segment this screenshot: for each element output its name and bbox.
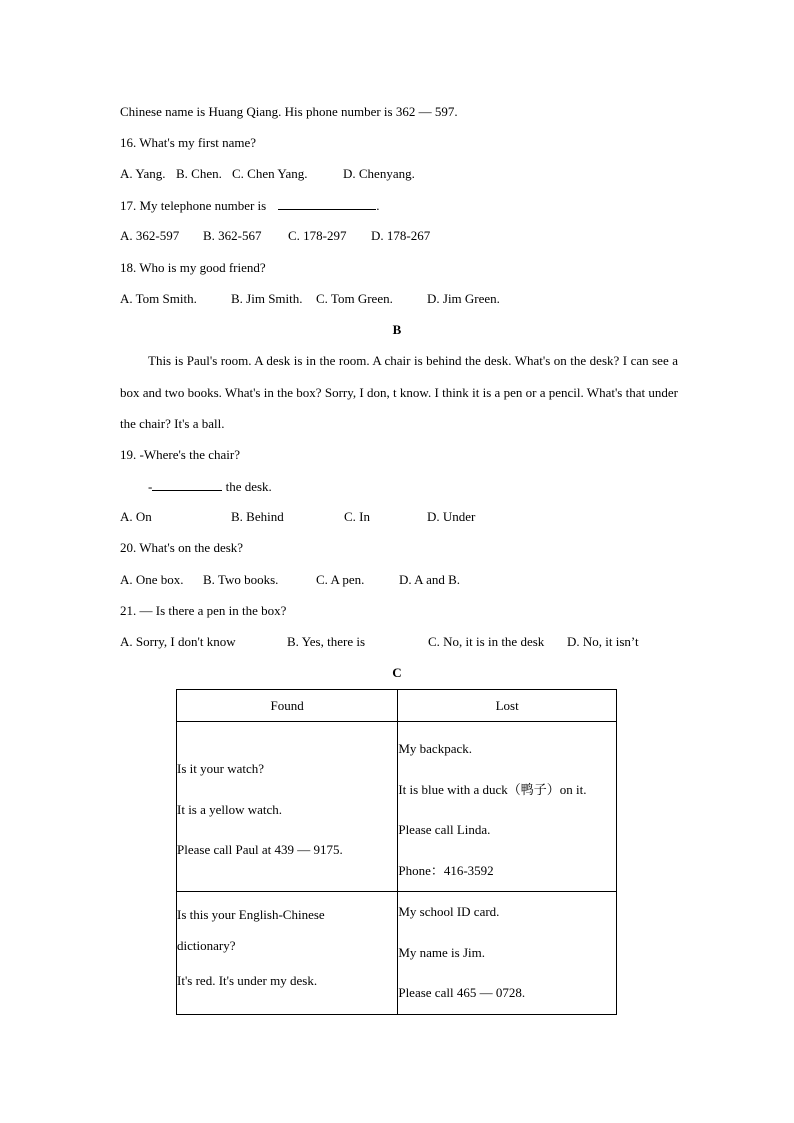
question-21-stem: 21. — Is there a pen in the box? (120, 603, 287, 618)
lost-1-line-2: It is blue with a duck（鸭子）on it. (398, 781, 587, 797)
found-2-line-1: Is this your English-Chinese (177, 907, 325, 922)
q18-option-a[interactable]: A. Tom Smith. (120, 291, 197, 306)
q21-option-b[interactable]: B. Yes, there is (287, 634, 366, 649)
found-1-line-1: Is it your watch? (177, 761, 265, 776)
q20-option-d[interactable]: D. A and B. (399, 572, 461, 587)
section-b-passage: This is Paul's room. A desk is in the room. A chair is behind the desk. What's on the desk? I can see a box and two books. What's in the box? Sorry, I don, t know. I think it is a pen or a pencil. What's that under the chair? It's a ball. (120, 353, 678, 431)
q17-stem-end: . (376, 198, 380, 213)
question-16-stem: 16. What's my first name? (120, 135, 257, 150)
table-header-row (177, 690, 617, 722)
lost-cell-2 (398, 892, 617, 1015)
q17-option-d[interactable]: D. 178-267 (371, 228, 431, 243)
header-found: Found (177, 690, 398, 722)
table-row (177, 892, 617, 1015)
q17-option-a[interactable]: A. 362-597 (120, 228, 180, 243)
question-19-stem: 19. -Where's the chair? (120, 447, 241, 462)
found-2-line-2: dictionary? (177, 938, 236, 953)
intro-line: Chinese name is Huang Qiang. His phone number is 362 — 597. (120, 104, 458, 119)
q16-option-d[interactable]: D. Chenyang. (343, 166, 415, 181)
q16-option-b[interactable]: B. Chen. (176, 166, 222, 181)
lost-2-line-2: My name is Jim. (398, 944, 486, 960)
q19-option-c[interactable]: C. In (344, 509, 370, 524)
section-c-heading: C (392, 665, 402, 680)
q19-answer-suffix: the desk. (222, 479, 272, 494)
lost-2-line-3: Please call 465 — 0728. (398, 985, 526, 1000)
found-cell-2 (177, 892, 398, 1015)
q18-option-c[interactable]: C. Tom Green. (316, 291, 393, 306)
question-17-stem (120, 197, 379, 214)
found-1-line-3: Please call Paul at 439 — 9175. (177, 842, 343, 857)
found-1-line-2: It is a yellow watch. (177, 801, 283, 817)
q19-answer-line (148, 478, 272, 495)
q19-option-d[interactable]: D. Under (427, 509, 476, 524)
q19-option-b[interactable]: B. Behind (231, 509, 284, 524)
q18-option-b[interactable]: B. Jim Smith. (231, 291, 303, 306)
q21-option-a[interactable]: A. Sorry, I don't know (120, 634, 236, 649)
q18-option-d[interactable]: D. Jim Green. (427, 291, 500, 306)
found-cell-1 (177, 722, 398, 892)
q16-option-a[interactable]: A. Yang. (120, 166, 166, 181)
q16-option-c[interactable]: C. Chen Yang. (232, 166, 308, 181)
q19-answer-prefix: - (148, 479, 153, 494)
q20-option-a[interactable]: A. One box. (120, 572, 184, 587)
table-row (177, 722, 617, 892)
question-20-stem: 20. What's on the desk? (120, 540, 244, 555)
q21-option-d[interactable]: D. No, it isn’t (567, 634, 639, 649)
question-18-stem: 18. Who is my good friend? (120, 260, 266, 275)
lost-2-line-1: My school ID card. (398, 904, 500, 919)
q17-option-b[interactable]: B. 362-567 (203, 228, 262, 243)
lost-1-line-3: Please call Linda. (398, 822, 491, 837)
lost-cell-1 (398, 722, 617, 892)
q17-stem-text: 17. My telephone number is (120, 198, 267, 213)
q20-option-c[interactable]: C. A pen. (316, 572, 365, 587)
q19-answer-blank[interactable] (152, 478, 222, 491)
header-lost: Lost (398, 690, 617, 722)
q17-option-c[interactable]: C. 178-297 (288, 228, 347, 243)
section-b-heading: B (392, 322, 402, 337)
lost-1-line-1: My backpack. (398, 741, 472, 756)
lost-1-line-4: Phone：416-3592 (398, 862, 494, 878)
lost-and-found-table (176, 689, 617, 1015)
q19-option-a[interactable]: A. On (120, 509, 152, 524)
q21-option-c[interactable]: C. No, it is in the desk (428, 634, 545, 649)
q17-answer-blank[interactable] (278, 197, 376, 210)
found-2-line-3: It's red. It's under my desk. (177, 973, 318, 988)
q20-option-b[interactable]: B. Two books. (203, 572, 279, 587)
